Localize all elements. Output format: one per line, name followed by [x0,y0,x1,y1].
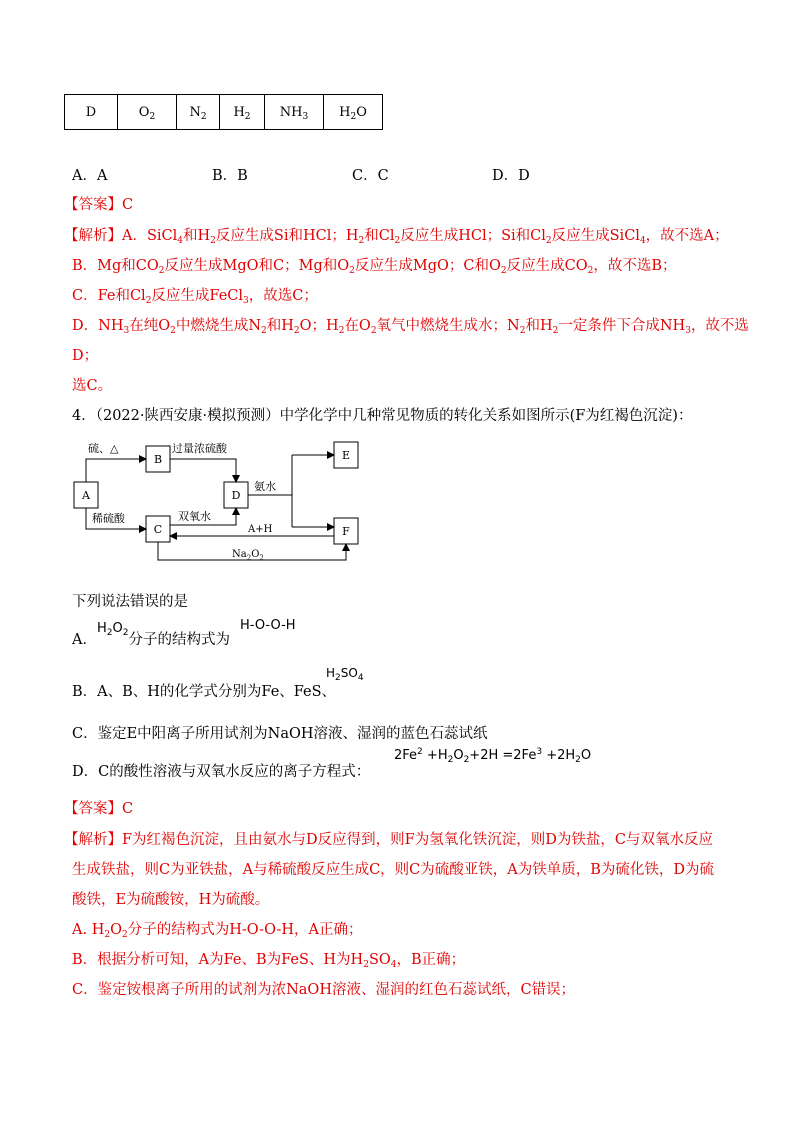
analysis-3-line-4: D．$NH_3$在纯$O_2$中燃烧生成$N_2$和$H_2O$；$H_2$在$O_2$氧气中燃烧生成水；$N_2$和$H_2$一定条件下合成$NH_3$，故不选 [72,318,749,336]
cell-sub: 2 [244,111,251,122]
label-dilute-acid: 稀硫酸 [92,512,125,525]
analysis-4-line-2: 生成铁盐，则C为亚铁盐，A与稀硫酸反应生成C，则C为硫酸亚铁，A为铁单质，B为硫化铁，D为硫 [72,862,715,878]
table-row [65,95,383,130]
cell-text: H [339,104,351,120]
analysis-3-line-5: D； [72,348,99,364]
analysis-3-line-6: 选C。 [72,378,113,394]
label-a-plus-h: A+H [248,524,273,535]
analysis-3-line-2: B．Mg和$CO_2$反应生成MgO和C；Mg和$O_2$反应生成MgO；C和$O_2$反应生成$CO_2$，故不选B； [72,258,677,276]
question-4-stem: 4．（2022·陕西安康·模拟预测）中学化学中几种常见物质的转化关系如图所示(F为红褐色沉淀)： [72,408,693,424]
analysis-4-line-5: B．根据分析可知，A为Fe、B为FeS、H为$H_2SO_4$，B正确； [72,952,466,970]
box-e-label: E [341,449,351,462]
option-a: A．A [72,168,108,184]
cell-sub: 2 [149,111,156,122]
cell-text: O [138,104,150,120]
row-label: D [85,104,97,120]
table-cell [265,95,324,130]
option-d: D．D [492,168,530,184]
conversion-diagram [60,432,380,572]
option-b: B．B [212,168,248,184]
table-cell [118,95,177,130]
cell-sub: 3 [302,111,309,122]
q4-option-a-formula: H-O-O-H [240,618,296,633]
label-na2o2: $Na_2O_2$ [232,549,264,562]
cell-text: NH [279,104,303,120]
box-d-label: D [231,489,241,502]
table-cell [220,95,265,130]
question-4-prompt: 下列说法错误的是 [72,594,188,610]
label-sulfur: 硫、△ [88,442,119,455]
q4-option-a: A．$H_2O_2$分子的结构式为 [72,621,230,648]
cell-text: H [233,104,245,120]
label-excess-acid: 过量浓硫酸 [172,442,227,455]
q4-option-c: C．鉴定E中阳离子所用试剂为NaOH溶液、湿润的蓝色石蕊试纸 [72,726,488,742]
analysis-4-line-6: C．鉴定铵根离子所用的试剂为浓NaOH溶液、湿润的红色石蕊试纸，C错误； [72,982,576,998]
box-a-label: A [82,489,90,502]
option-c: C．C [352,168,389,184]
analysis-4-line-3: 酸铁，E为硫酸铵，H为硫酸。 [72,892,270,908]
label-ammonia: 氨水 [254,480,276,493]
q4-option-b: B．A、B、H的化学式分别为Fe、FeS、 [72,684,337,700]
answer-3: 【答案】C [64,197,134,213]
cell-sub: 2 [350,111,357,122]
analysis-3-line-3: C．Fe和$Cl_2$反应生成FeCl$_3$，故选C； [72,288,318,306]
q4-option-d-equation: $2Fe^2 +H_2O_2+2H =2Fe^3 +2H_2O$ [394,747,592,765]
analysis-4-line-4: A. $H_2O_2$分子的结构式为H-O-O-H，A正确； [72,922,363,940]
substance-table [64,94,383,130]
q4-option-d: D．C的酸性溶液与双氧水反应的离子方程式： [72,764,371,780]
table-cell [65,95,118,130]
box-b-label: B [153,453,163,466]
box-f-label: F [342,525,350,538]
cell-sub: 2 [200,111,207,122]
answer-4: 【答案】C [64,801,134,817]
table-cell [324,95,383,130]
label-peroxide: 双氧水 [178,510,211,523]
table-cell [177,95,220,130]
box-c-label: C [153,523,163,536]
cell-text: O [356,104,367,120]
q4-option-b-formula: $H_2SO_4$ [326,666,364,683]
analysis-3-line-1: 【解析】A．SiCl$_4$和$H_2$反应生成Si和HCl；$H_2$和$Cl_2$反应生成HCl；Si和$Cl_2$反应生成SiCl$_4$，故不选A； [64,228,729,246]
analysis-4-line-1: 【解析】F为红褐色沉淀，且由氨水与D反应得到，则F为氢氧化铁沉淀，则D为铁盐，C与双氧水反应 [64,832,713,848]
cell-text: N [189,104,201,120]
